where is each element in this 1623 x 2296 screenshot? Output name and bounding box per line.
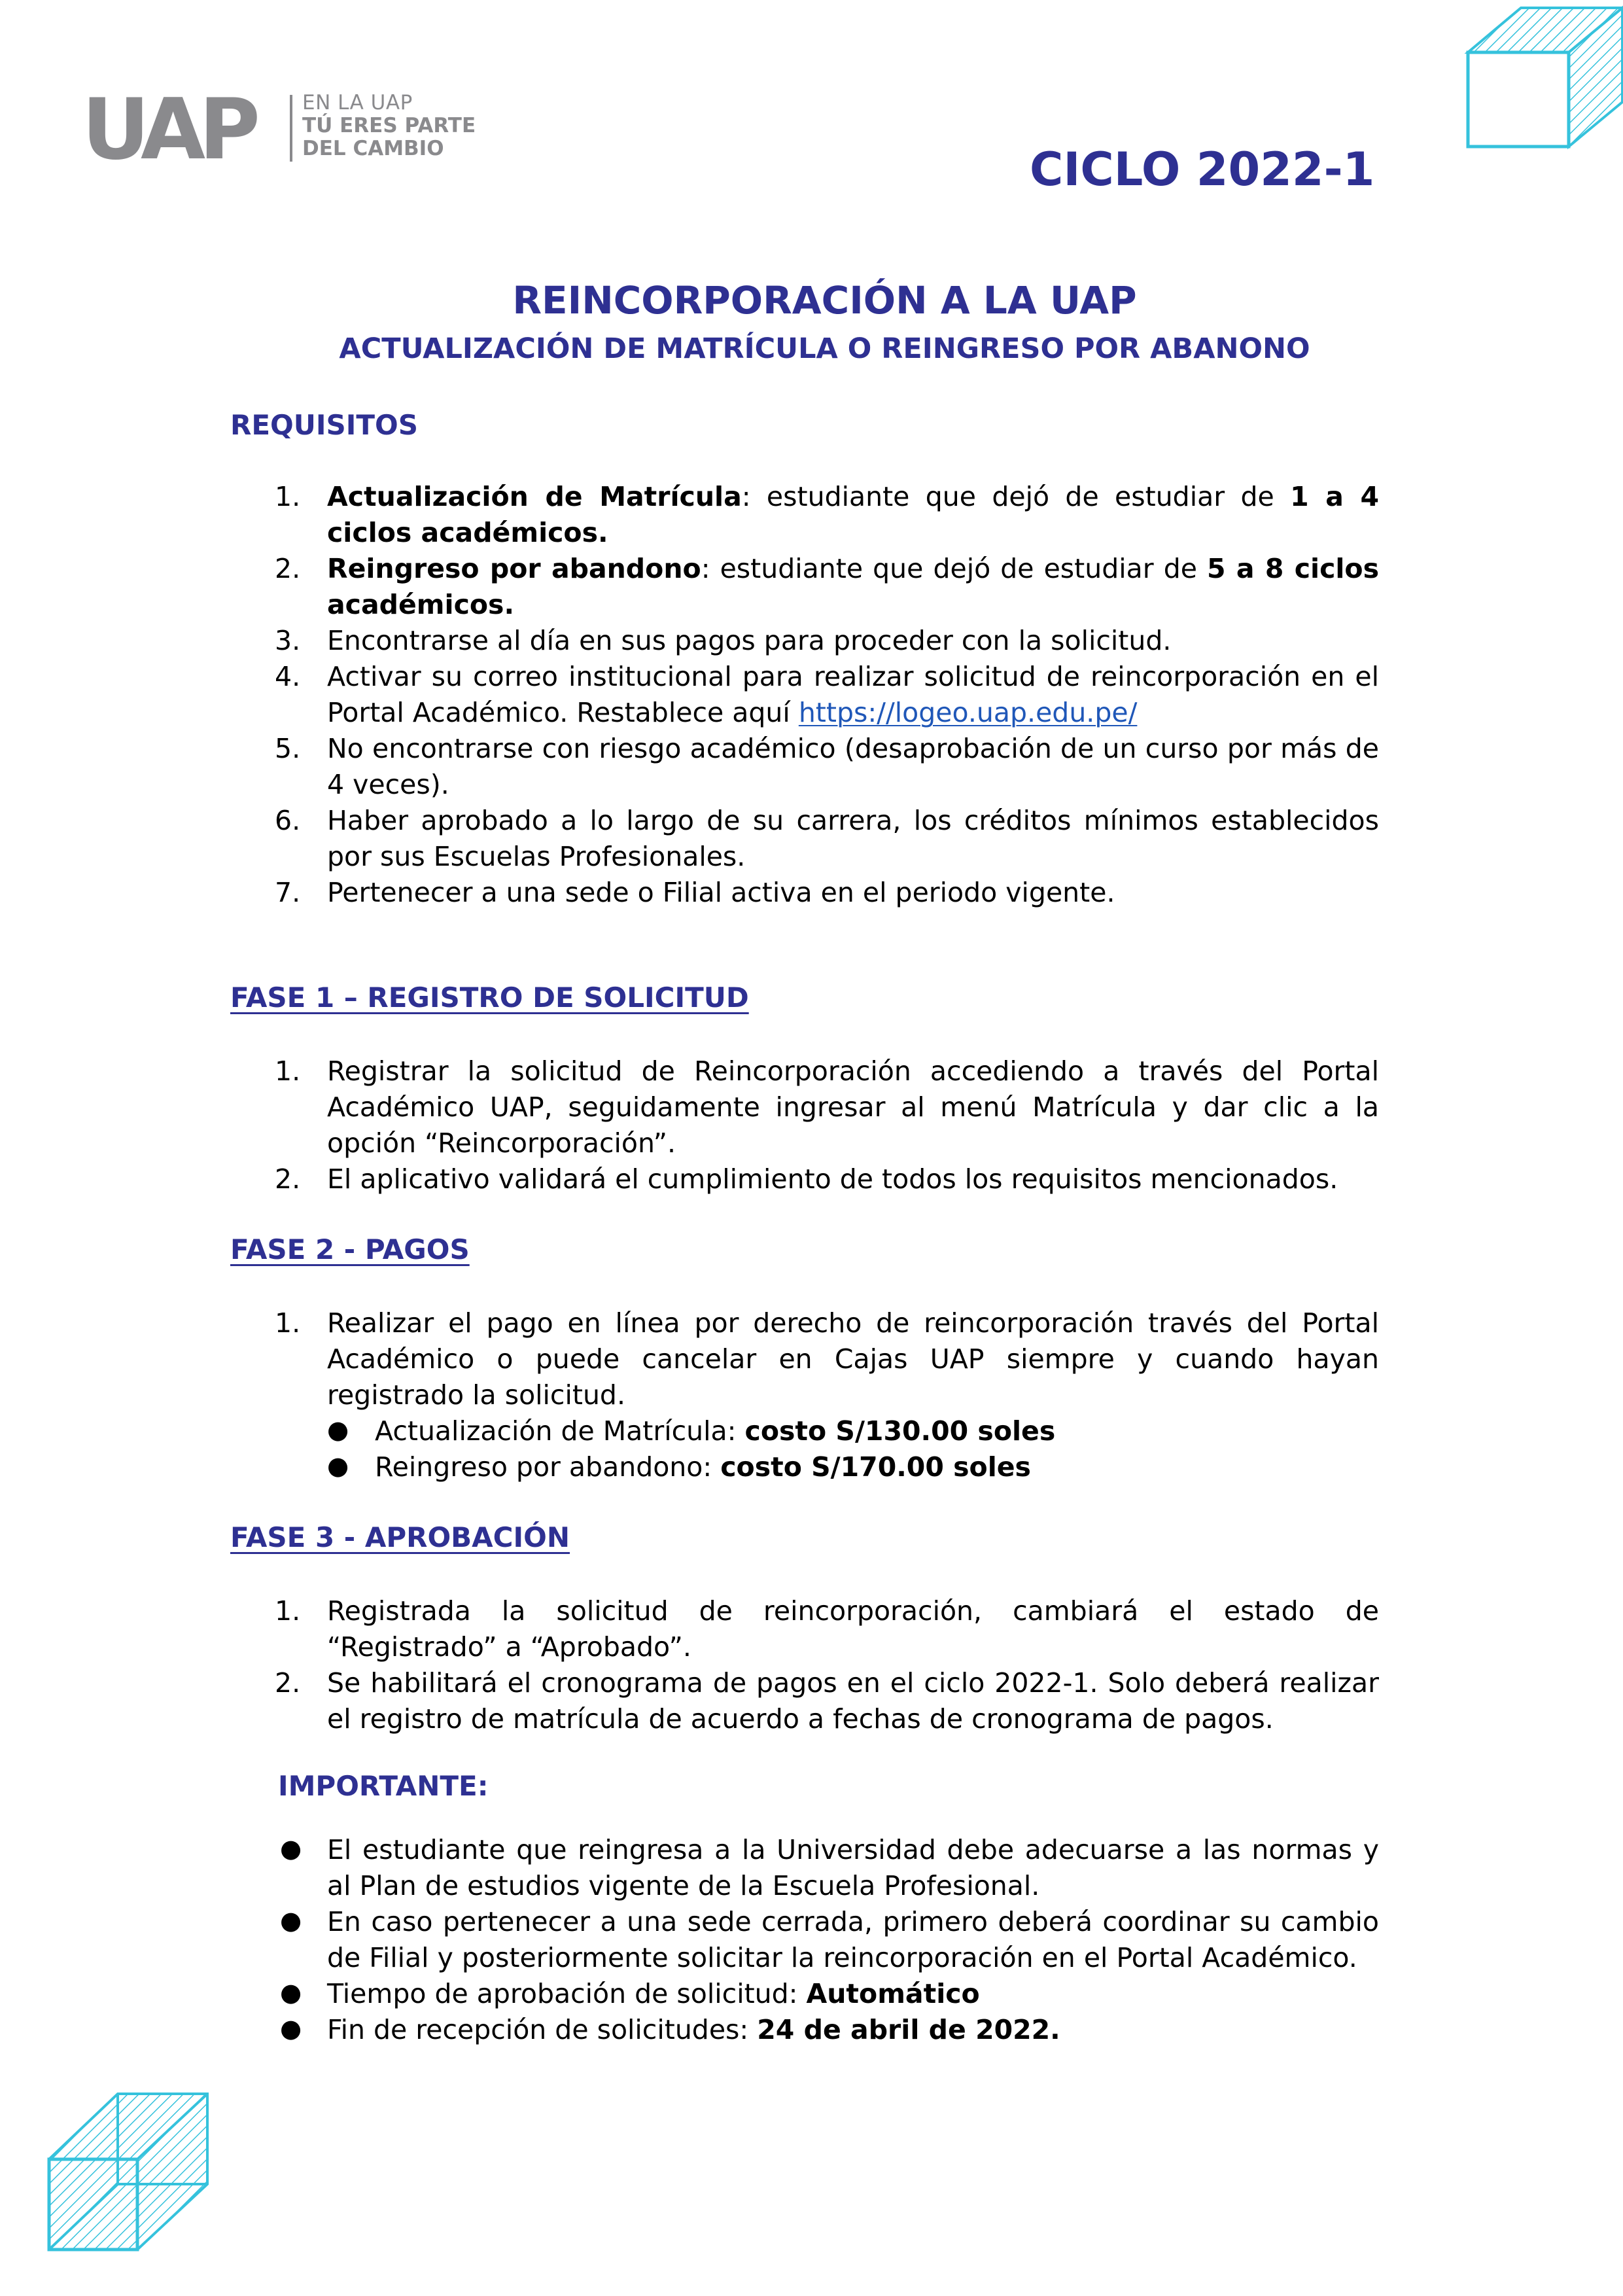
logeo-link[interactable]: https://logeo.uap.edu.pe/ xyxy=(798,697,1138,728)
bullet-icon: ● xyxy=(327,1451,349,1480)
item-number: 2. xyxy=(275,1163,301,1195)
cost-item-1 xyxy=(327,1413,1379,1449)
item-number: 1. xyxy=(275,1055,301,1087)
item-number: 1. xyxy=(275,1307,301,1339)
bullet-icon: ● xyxy=(280,1978,302,2007)
item-text: En caso pertenecer a una sede cerrada, primero deberá coordinar su cambio de Filial y posteriormente solicitar la reincorporación en el Portal Académico. xyxy=(327,1906,1379,1973)
item-text: No encontrarse con riesgo académico (desaprobación de un curso por más de 4 veces). xyxy=(327,733,1379,800)
importante-item-4 xyxy=(275,2012,1379,2048)
fase1-heading: FASE 1 – REGISTRO DE SOLICITUD xyxy=(230,981,749,1014)
item-number: 5. xyxy=(275,733,301,764)
item-number: 2. xyxy=(275,553,301,584)
item-number: 3. xyxy=(275,625,301,656)
item-text: Activar su correo institucional para realizar solicitud de reincorporación en el Portal Académico. Restablece aquí xyxy=(327,661,1379,728)
item-text: Tiempo de aprobación de solicitud: xyxy=(327,1978,807,2009)
requisito-item-4 xyxy=(275,659,1379,731)
fase2-heading: FASE 2 - PAGOS xyxy=(230,1233,470,1265)
requisitos-heading: REQUISITOS xyxy=(230,409,418,441)
item-text: : estudiante que dejó de estudiar de xyxy=(741,481,1291,512)
fase3-item-2 xyxy=(275,1665,1379,1737)
logo-divider xyxy=(290,95,292,162)
requisito-item-2 xyxy=(275,551,1379,623)
item-number: 7. xyxy=(275,877,301,908)
cost-label: Reingreso por abandono: xyxy=(375,1451,721,1483)
page-title: REINCORPORACIÓN A LA UAP xyxy=(512,278,1137,323)
cube-decoration-top-icon xyxy=(1459,0,1623,157)
item-text: Haber aprobado a lo largo de su carrera, los créditos mínimos establecidos por sus Escuelas Profesionales. xyxy=(327,805,1379,872)
requisito-item-3 xyxy=(275,623,1379,659)
bullet-icon: ● xyxy=(280,2014,302,2043)
item-text: Pertenecer a una sede o Filial activa en el periodo vigente. xyxy=(327,877,1115,908)
logo-tagline xyxy=(302,92,476,160)
fase3-heading: FASE 3 - APROBACIÓN xyxy=(230,1521,570,1553)
cost-value: costo S/130.00 soles xyxy=(744,1415,1056,1447)
item-number: 1. xyxy=(275,1595,301,1627)
uap-logo-text: UAP xyxy=(82,85,254,170)
item-bold: Reingreso por abandono xyxy=(327,553,701,584)
item-text: Realizar el pago en línea por derecho de reincorporación través del Portal Académico o puede cancelar en Cajas UAP siempre y cuando hayan registrado la solicitud. xyxy=(327,1307,1379,1411)
requisito-item-1 xyxy=(275,479,1379,551)
page-subtitle: ACTUALIZACIÓN DE MATRÍCULA O REINGRESO POR ABANONO xyxy=(339,332,1310,365)
fase1-item-2 xyxy=(275,1161,1379,1197)
cost-value: costo S/170.00 soles xyxy=(720,1451,1031,1483)
item-bold: Actualización de Matrícula xyxy=(327,481,742,512)
bullet-icon: ● xyxy=(280,1906,302,1935)
importante-item-1 xyxy=(275,1832,1379,1904)
cost-item-2 xyxy=(327,1449,1379,1485)
importante-item-2 xyxy=(275,1904,1379,1976)
fase1-item-1 xyxy=(275,1053,1379,1161)
cost-label: Actualización de Matrícula: xyxy=(375,1415,745,1447)
item-bold-2: 5 a 8 ciclos académicos. xyxy=(327,553,1379,620)
fase3-item-1 xyxy=(275,1593,1379,1665)
item-bold: Automático xyxy=(806,1978,980,2009)
cube-decoration-bottom-icon xyxy=(36,2074,226,2274)
importante-item-3 xyxy=(275,1976,1379,2012)
item-number: 6. xyxy=(275,805,301,836)
item-number: 4. xyxy=(275,661,301,692)
importante-heading: IMPORTANTE: xyxy=(278,1770,489,1802)
tagline-line-1: EN LA UAP xyxy=(302,91,413,115)
item-text: El aplicativo validará el cumplimiento de todos los requisitos mencionados. xyxy=(327,1163,1338,1195)
requisito-item-5 xyxy=(275,731,1379,803)
item-text: Se habilitará el cronograma de pagos en el ciclo 2022-1. Solo deberá realizar el registro de matrícula de acuerdo a fechas de cronograma de pagos. xyxy=(327,1667,1379,1735)
bullet-icon: ● xyxy=(327,1415,349,1444)
cycle-label: CICLO 2022-1 xyxy=(1030,143,1375,196)
requisito-item-7 xyxy=(275,875,1379,911)
requisito-item-6 xyxy=(275,803,1379,875)
bullet-icon: ● xyxy=(280,1834,302,1863)
item-text: Registrar la solicitud de Reincorporación accediendo a través del Portal Académico UAP, seguidamente ingresar al menú Matrícula y dar clic a la opción “Reincorporación”. xyxy=(327,1055,1379,1159)
item-number: 1. xyxy=(275,481,301,512)
uap-logo xyxy=(82,85,271,170)
item-text: Encontrarse al día en sus pagos para proceder con la solicitud. xyxy=(327,625,1172,656)
item-text: : estudiante que dejó de estudiar de xyxy=(701,553,1208,584)
fase2-item-1 xyxy=(275,1305,1379,1413)
tagline-line-3: DEL CAMBIO xyxy=(302,137,444,160)
item-text: Fin de recepción de solicitudes: xyxy=(327,2014,758,2045)
item-number: 2. xyxy=(275,1667,301,1699)
item-bold-2: 1 a 4 ciclos académicos. xyxy=(327,481,1379,548)
tagline-line-2: TÚ ERES PARTE xyxy=(302,114,476,137)
item-text: El estudiante que reingresa a la Universidad debe adecuarse a las normas y al Plan de estudios vigente de la Escuela Profesional. xyxy=(327,1834,1379,1901)
item-bold: 24 de abril de 2022. xyxy=(757,2014,1060,2045)
item-text: Registrada la solicitud de reincorporación, cambiará el estado de “Registrado” a “Aprobado”. xyxy=(327,1595,1379,1663)
